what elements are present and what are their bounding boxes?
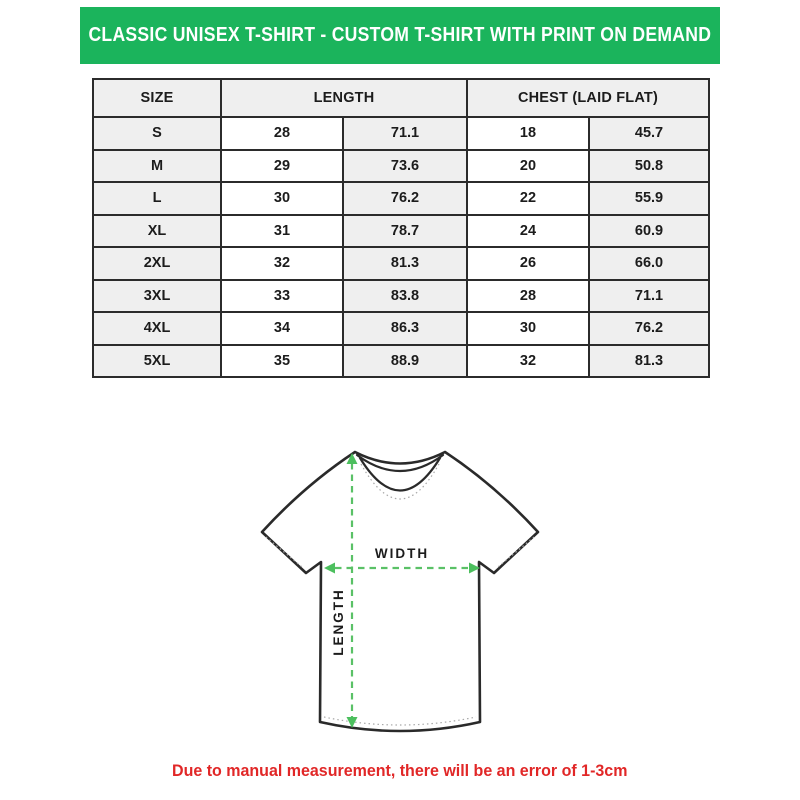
cell-length-in: 32 bbox=[221, 247, 343, 280]
column-header-length: LENGTH bbox=[221, 79, 467, 117]
cell-chest-cm: 81.3 bbox=[589, 345, 709, 378]
measurement-note-text: Due to manual measurement, there will be an error of 1-3cm bbox=[172, 762, 628, 780]
cell-length-cm: 86.3 bbox=[343, 312, 467, 345]
cell-length-in: 29 bbox=[221, 150, 343, 183]
cell-size: XL bbox=[93, 215, 221, 248]
cell-length-cm: 81.3 bbox=[343, 247, 467, 280]
cell-size: 4XL bbox=[93, 312, 221, 345]
cell-size: S bbox=[93, 117, 221, 150]
table-row bbox=[93, 117, 709, 150]
cell-chest-cm: 76.2 bbox=[589, 312, 709, 345]
cell-chest-cm: 71.1 bbox=[589, 280, 709, 313]
width-label: WIDTH bbox=[374, 546, 430, 561]
cell-length-cm: 88.9 bbox=[343, 345, 467, 378]
table-row bbox=[93, 345, 709, 378]
cell-chest-in: 24 bbox=[467, 215, 589, 248]
cell-chest-in: 22 bbox=[467, 182, 589, 215]
cell-chest-in: 18 bbox=[467, 117, 589, 150]
cell-chest-in: 30 bbox=[467, 312, 589, 345]
tshirt-measurement-diagram bbox=[230, 430, 570, 740]
cell-length-cm: 73.6 bbox=[343, 150, 467, 183]
cell-size: 3XL bbox=[93, 280, 221, 313]
cell-length-in: 35 bbox=[221, 345, 343, 378]
cell-chest-cm: 66.0 bbox=[589, 247, 709, 280]
cell-length-cm: 83.8 bbox=[343, 280, 467, 313]
cell-length-cm: 76.2 bbox=[343, 182, 467, 215]
length-label: LENGTH bbox=[331, 588, 346, 656]
table-row bbox=[93, 150, 709, 183]
cell-length-in: 30 bbox=[221, 182, 343, 215]
cell-length-in: 34 bbox=[221, 312, 343, 345]
size-chart bbox=[92, 78, 708, 378]
cell-chest-cm: 50.8 bbox=[589, 150, 709, 183]
table-row bbox=[93, 247, 709, 280]
table-row bbox=[93, 280, 709, 313]
cell-chest-in: 20 bbox=[467, 150, 589, 183]
cell-length-cm: 78.7 bbox=[343, 215, 467, 248]
cell-chest-cm: 55.9 bbox=[589, 182, 709, 215]
cell-size: M bbox=[93, 150, 221, 183]
cell-size: 2XL bbox=[93, 247, 221, 280]
table-row bbox=[93, 312, 709, 345]
product-title-banner bbox=[80, 7, 720, 64]
cell-length-in: 33 bbox=[221, 280, 343, 313]
cell-chest-in: 32 bbox=[467, 345, 589, 378]
cell-size: L bbox=[93, 182, 221, 215]
column-header-size: SIZE bbox=[93, 79, 221, 117]
product-title: CLASSIC UNISEX T-SHIRT - CUSTOM T-SHIRT WITH PRINT ON DEMAND bbox=[88, 24, 712, 46]
cell-chest-cm: 60.9 bbox=[589, 215, 709, 248]
tshirt-diagram-svg bbox=[230, 430, 570, 740]
tshirt-outline bbox=[262, 452, 538, 731]
column-header-chest: CHEST (LAID FLAT) bbox=[467, 79, 709, 117]
cell-length-in: 31 bbox=[221, 215, 343, 248]
cell-chest-in: 26 bbox=[467, 247, 589, 280]
cell-size: 5XL bbox=[93, 345, 221, 378]
cell-length-in: 28 bbox=[221, 117, 343, 150]
table-row bbox=[93, 215, 709, 248]
measurement-note bbox=[0, 762, 800, 781]
size-chart-table bbox=[92, 78, 710, 378]
table-row bbox=[93, 182, 709, 215]
header-row bbox=[93, 79, 709, 117]
cell-chest-in: 28 bbox=[467, 280, 589, 313]
cell-chest-cm: 45.7 bbox=[589, 117, 709, 150]
cell-length-cm: 71.1 bbox=[343, 117, 467, 150]
